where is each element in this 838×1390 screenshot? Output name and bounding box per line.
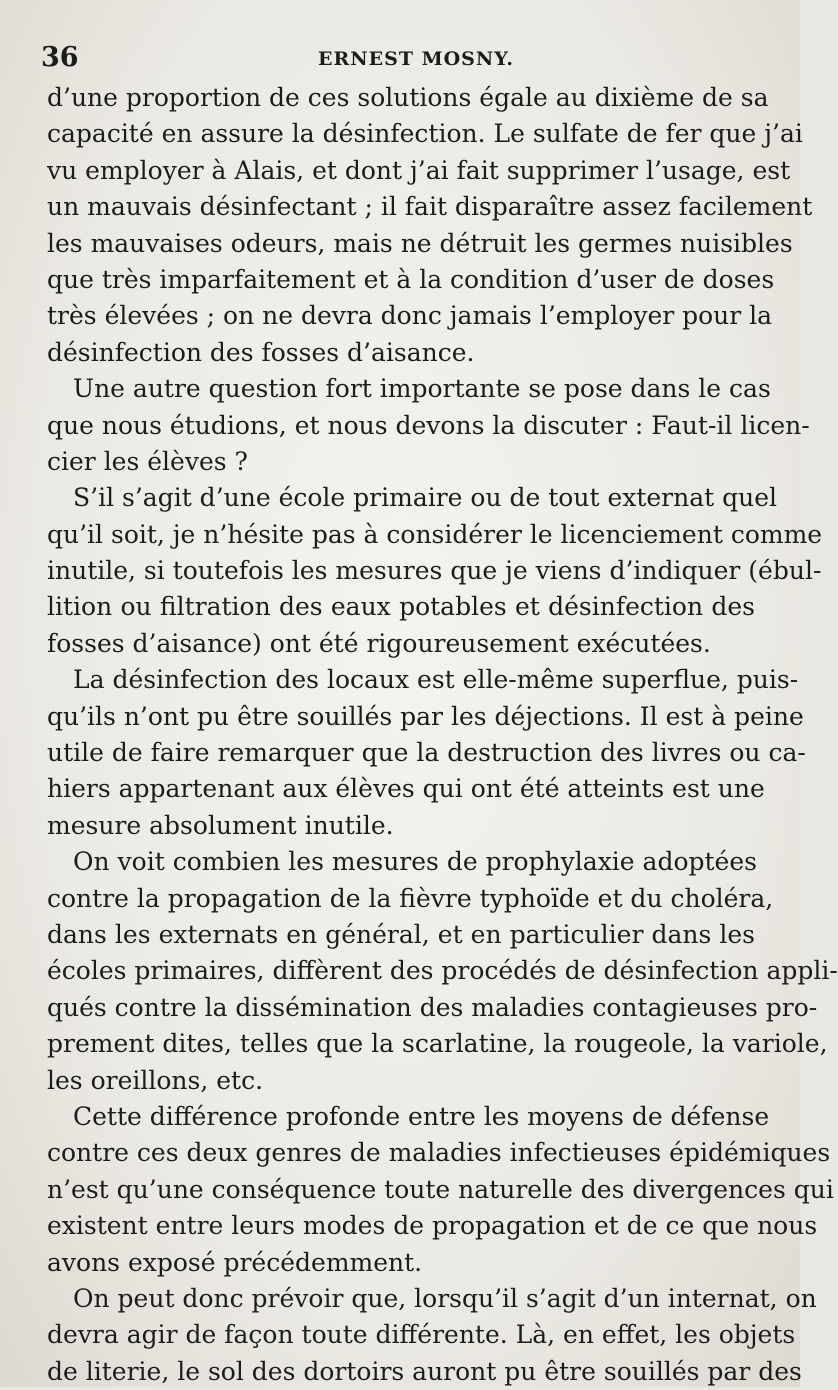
text-line: existent entre leurs modes de propagation et de ce que nous (47, 1211, 818, 1241)
paragraph-first-line: S’il s’agit d’une école primaire ou de tout externat quel (73, 483, 778, 513)
paragraph-first-line: La désinfection des locaux est elle-même superflue, puis- (73, 665, 799, 695)
text-line: vu employer à Alais, et dont j’ai fait supprimer l’usage, est (47, 155, 791, 185)
text-line: n’est qu’une conséquence toute naturelle des divergences qui (47, 1174, 834, 1204)
text-line: les mauvaises odeurs, mais ne détruit les germes nuisibles (47, 228, 793, 258)
text-line: très élevées ; on ne devra donc jamais l’employer pour la (47, 301, 773, 331)
text-line: dans les externats en général, et en particulier dans les (47, 919, 755, 949)
paragraph-first-line: Cette différence profonde entre les moyens de défense (73, 1101, 770, 1131)
text-line: les oreillons, etc. (47, 1065, 264, 1095)
paragraph-first-line: On peut donc prévoir que, lorsqu’il s’agit d’un internat, on (73, 1283, 817, 1313)
text-line: que très imparfaitement et à la condition d’user de doses (47, 264, 775, 294)
text-line: contre la propagation de la fièvre typhoïde et du choléra, (47, 883, 774, 913)
text-line: qu’ils n’ont pu être souillés par les déjections. Il est à peine (47, 701, 804, 731)
text-line: utile de faire remarquer que la destruction des livres ou ca- (47, 738, 806, 768)
text-line: qu’il soit, je n’hésite pas à considérer le licenciement comme (47, 519, 823, 549)
page-number: 36 (41, 42, 79, 73)
paragraph-first-line: Une autre question fort importante se pose dans le cas (73, 374, 771, 404)
text-line: avons exposé précédemment. (47, 1247, 423, 1277)
text-line: hiers appartenant aux élèves qui ont été atteints est une (47, 774, 765, 804)
text-body (47, 80, 838, 1390)
paragraph-first-line: On voit combien les mesures de prophylaxie adoptées (73, 847, 757, 877)
text-line: écoles primaires, diffèrent des procédés de désinfection appli- (47, 956, 838, 986)
text-line: inutile, si toutefois les mesures que je viens d’indiquer (ébul- (47, 556, 822, 586)
text-line: d’une proportion de ces solutions égale au dixième de sa (47, 83, 769, 112)
text-line: lition ou filtration des eaux potables et désinfection des (47, 592, 755, 622)
text-line: devra agir de façon toute différente. Là, en effet, les objets (47, 1320, 796, 1350)
text-line: contre ces deux genres de maladies infectieuses épidémiques (47, 1138, 831, 1168)
text-line: capacité en assure la désinfection. Le sulfate de fer que j’ai (47, 119, 803, 149)
text-line: désinfection des fosses d’aisance. (47, 337, 475, 367)
text-line: fosses d’aisance) ont été rigoureusement exécutées. (47, 628, 711, 658)
text-line: de literie, le sol des dortoirs auront pu être souillés par des (47, 1356, 802, 1386)
text-line: mesure absolument inutile. (47, 810, 394, 840)
text-line: qués contre la dissémination des maladies contagieuses pro- (47, 992, 818, 1022)
running-title: ERNEST MOSNY. (318, 48, 514, 70)
text-line: prement dites, telles que la scarlatine, la rougeole, la variole, (47, 1029, 828, 1059)
text-line: un mauvais désinfectant ; il fait disparaître assez facilement (47, 192, 813, 222)
text-line: cier les élèves ? (47, 446, 248, 476)
running-head (0, 40, 800, 74)
text-line: que nous étudions, et nous devons la discuter : Faut-il licen- (47, 410, 810, 440)
